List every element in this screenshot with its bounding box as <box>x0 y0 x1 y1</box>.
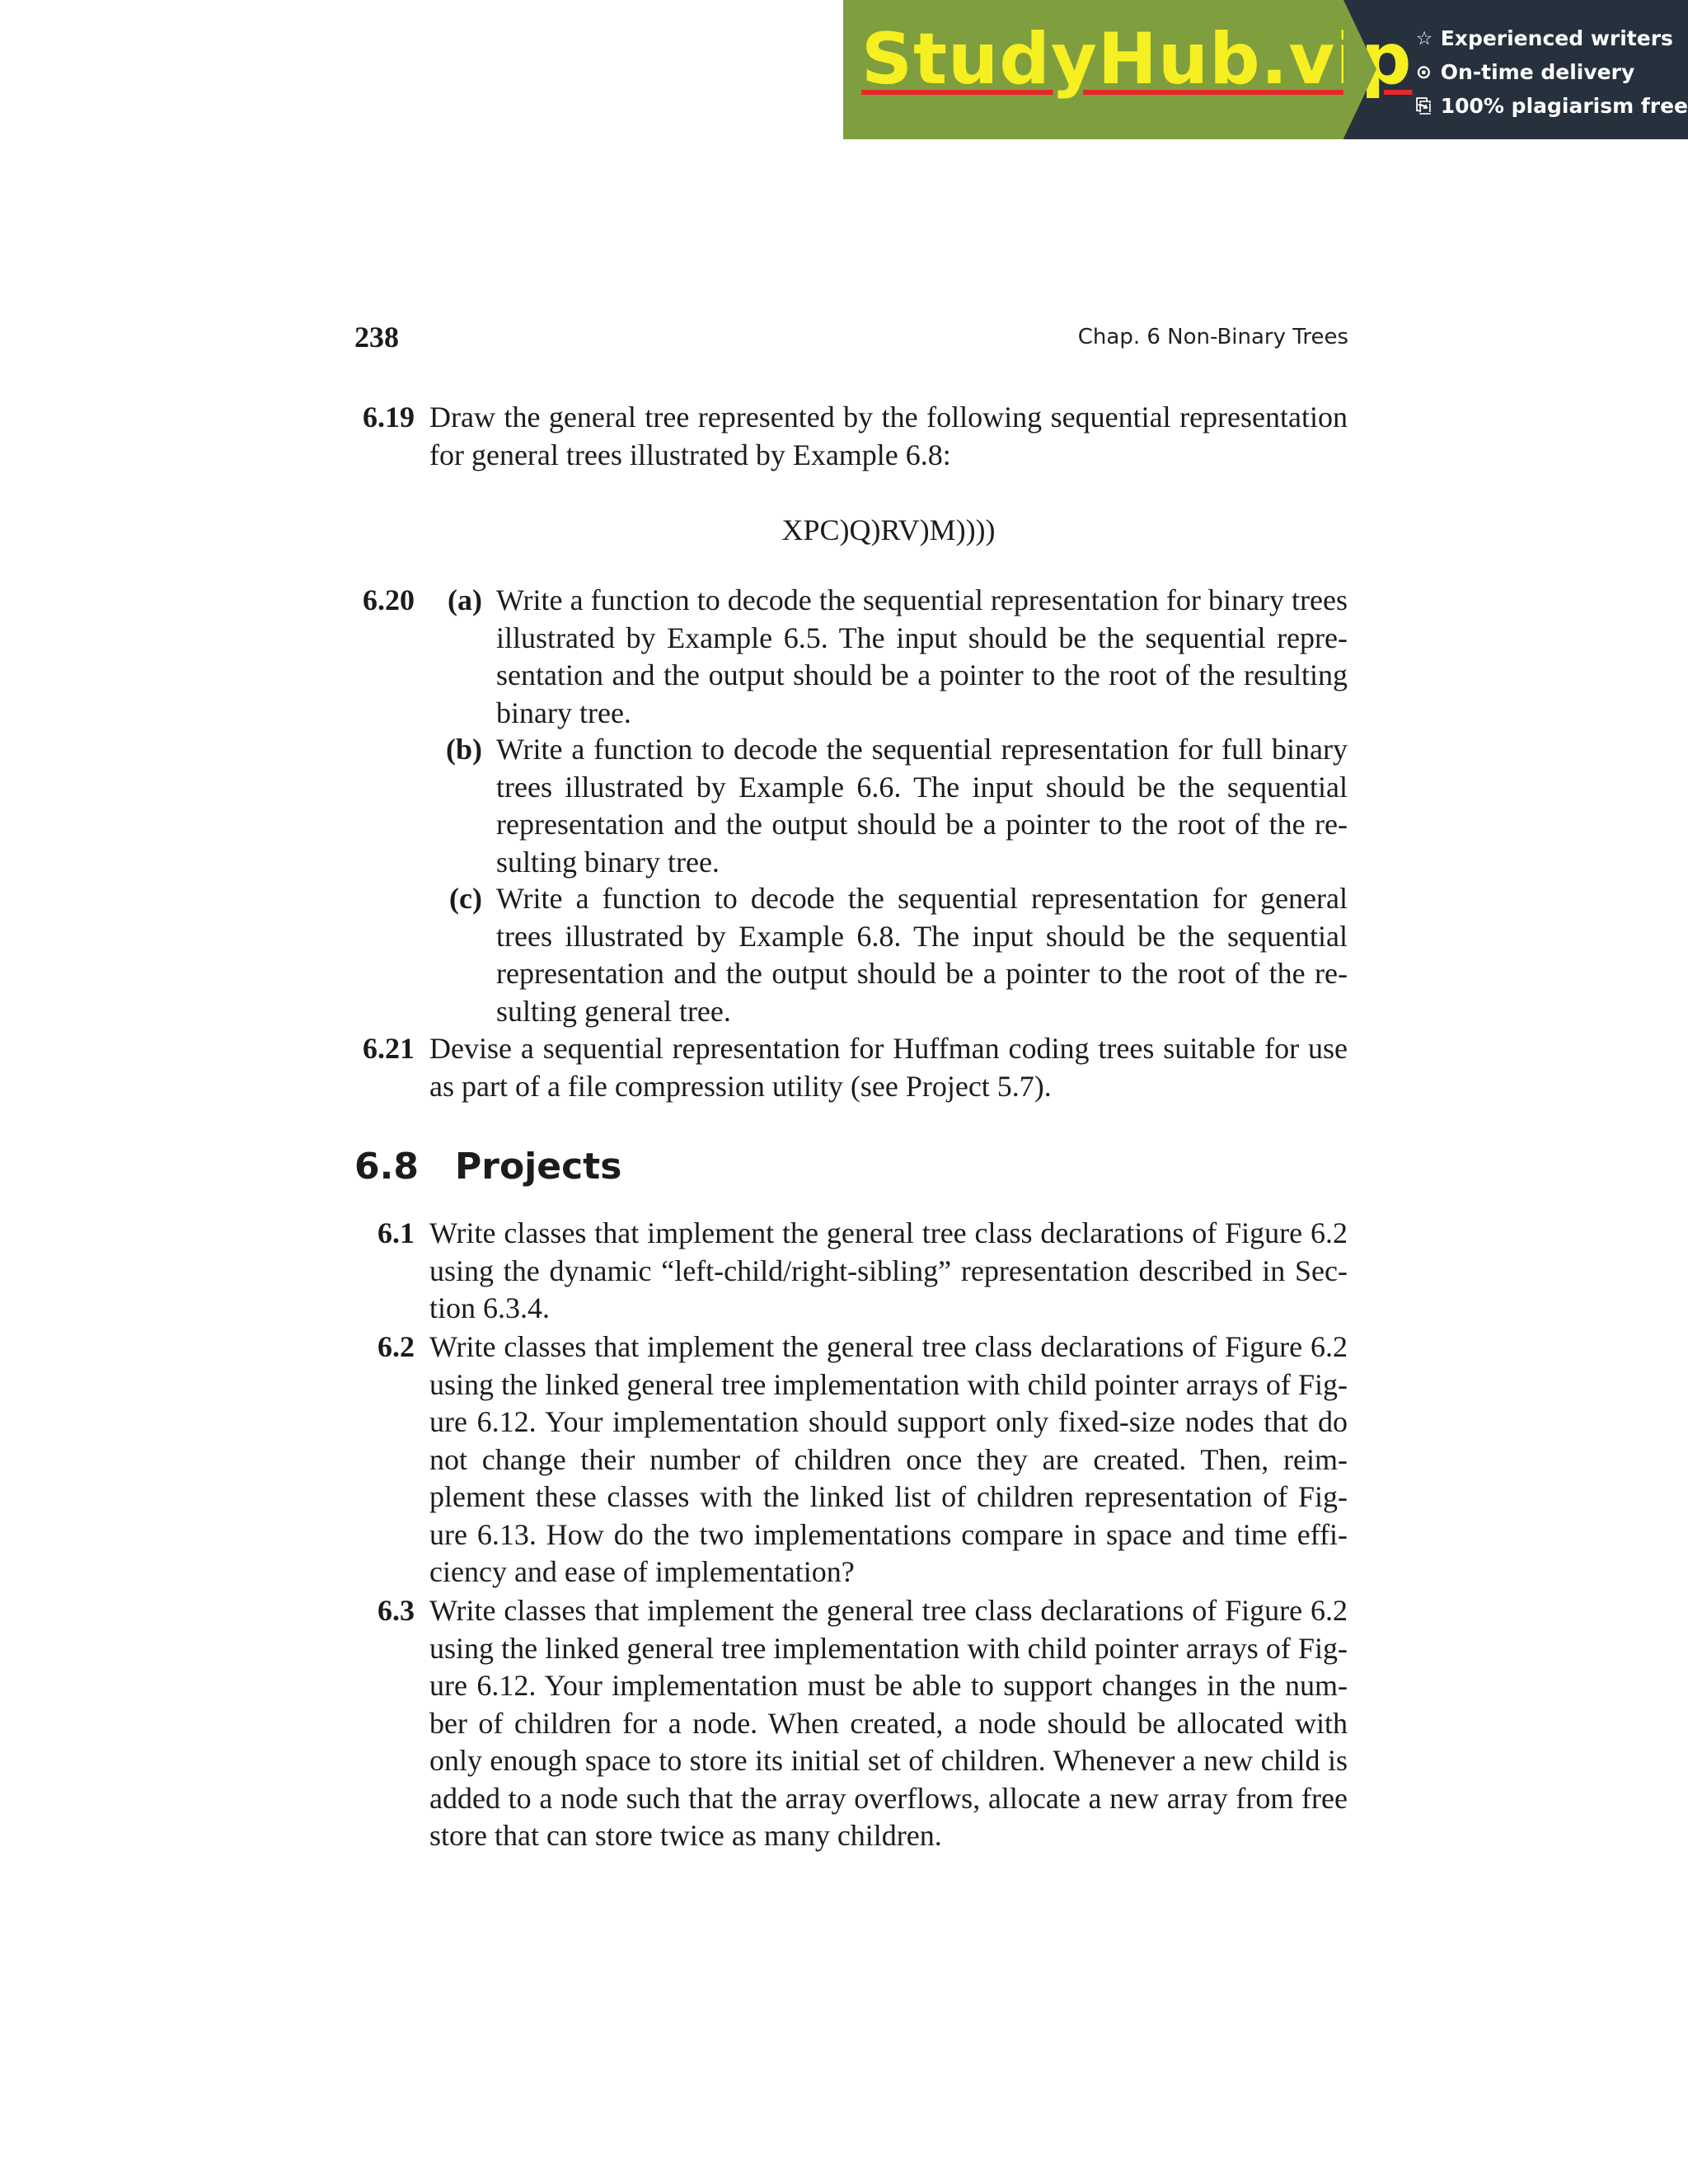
running-head: Chap. 6 Non-Binary Trees <box>1077 325 1348 349</box>
ad-banner[interactable] <box>843 0 1688 139</box>
exercise-6-21-text: Devise a sequential representation for Huffman coding trees suitable for use as part of a file compression utility (see Project 5.7). <box>429 1032 1348 1103</box>
project-number-6-3: 6.3 <box>377 1594 415 1627</box>
banner-logo-area <box>843 0 1413 139</box>
exercise-number-6-19: 6.19 <box>363 401 415 434</box>
feature-plagiarism-free <box>1416 89 1688 123</box>
exercise-6-20b-text: Write a function to decode the sequential representation for full binary trees illustrated by Example 6.6. The input should be the sequential representation and the output should be a pointer to the root of the re-sulting binary tree. <box>496 733 1348 879</box>
exercise-6-19-text: Draw the general tree represented by the following sequential representation for general trees illustrated by Example 6.8: <box>429 401 1348 471</box>
exercise-number-6-21: 6.21 <box>363 1032 415 1065</box>
part-label-b: (b) <box>446 733 482 766</box>
feature-on-time-delivery <box>1416 55 1688 89</box>
part-label-c: (c) <box>449 882 482 915</box>
feature-experienced-writers <box>1416 21 1688 55</box>
sequential-representation-formula: XPC)Q)RV)M)))) <box>781 513 996 546</box>
feature-label: On-time delivery <box>1440 60 1635 84</box>
part-label-a: (a) <box>448 583 482 616</box>
project-6-2-text: Write classes that implement the general tree class declarations of Figure 6.2 using the linked general tree implementation with child pointer arrays of Fig-ure 6.12. Your implementation should support only fixed-size nodes that do not change their number of children once they are created. Then, reim-plement these classes with the linked list of children representation of Fig-ure 6.13. How do the two implementations compare in space and time effi-ciency and ease of implementation? <box>429 1330 1348 1588</box>
star-icon: ☆ <box>1415 27 1433 49</box>
project-number-6-1: 6.1 <box>377 1216 415 1249</box>
project-6-1-text: Write classes that implement the general tree class declarations of Figure 6.2 using the dynamic “left-child/right-sibling” representation described in Sec-tion 6.3.4. <box>429 1216 1348 1324</box>
exercise-6-20c-text: Write a function to decode the sequential representation for general trees illustrated by Example 6.8. The input should be the sequential representation and the output should be a pointer to the root of the re-sulting general tree. <box>496 882 1348 1028</box>
exercise-6-20a-text: Write a function to decode the sequential representation for binary trees illustrated by Example 6.5. The input should be the sequential repre-sentation and the output should be a pointer to the root of the resulting binary tree. <box>496 583 1348 729</box>
section-heading <box>354 1144 621 1190</box>
project-6-3-text: Write classes that implement the general tree class declarations of Figure 6.2 using the linked general tree implementation with child pointer arrays of Fig-ure 6.12. Your implementation must be able to support changes in the num-ber of children for a node. When created, a node should be allocated with only enough space to store its initial set of children. Whenever a new child is added to a node such that the array overflows, allocate a new array from free store that can store twice as many children. <box>429 1594 1348 1852</box>
exercise-number-6-20: 6.20 <box>363 583 415 616</box>
feature-label: Experienced writers <box>1440 26 1673 50</box>
feature-label: 100% plagiarism free <box>1440 94 1688 118</box>
clock-icon: ⊙ <box>1415 61 1432 83</box>
document-check-icon: ⎘ <box>1415 95 1432 117</box>
section-title: Projects <box>455 1146 622 1188</box>
section-number: 6.8 <box>354 1146 419 1188</box>
project-number-6-2: 6.2 <box>377 1330 415 1363</box>
page-number: 238 <box>354 321 399 354</box>
studyhub-logo[interactable]: StudyHub.vip <box>861 18 1413 101</box>
